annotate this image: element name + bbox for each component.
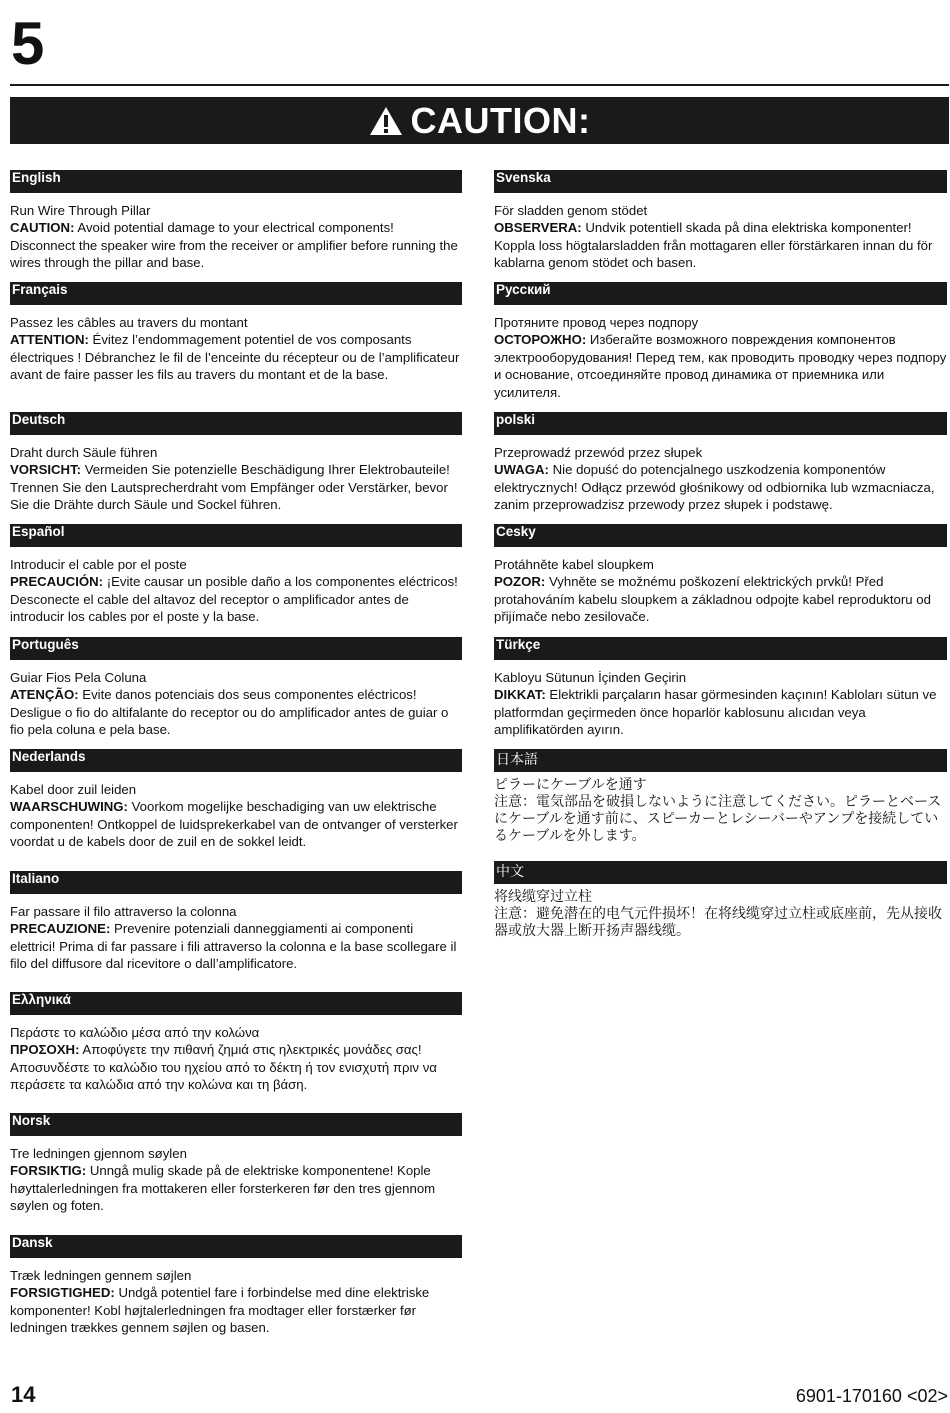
section-russian	[494, 282, 947, 401]
section-title: Kabloyu Sütunun İçinden Geçirin	[494, 670, 687, 685]
caution-text: Αποφύγετε την πιθανή ζημιά στις ηλεκτρικές μονάδες σας! Αποσυνδέστε το καλώδιο του ηχείου από το δέκτη ή τον ενισχυτή πριν να περάσετε τα καλώδια από την κολώνα και τη βάση.	[10, 1042, 437, 1093]
header-rule	[10, 84, 949, 86]
section-czech	[494, 524, 947, 626]
caution-label: ОСТОРОЖНО:	[494, 332, 587, 348]
section-chinese	[494, 861, 947, 939]
language-header: Español	[10, 524, 462, 547]
language-header: Svenska	[494, 170, 947, 193]
language-header: Português	[10, 637, 462, 660]
caution-label: PRECAUCIÓN:	[10, 574, 104, 590]
caution-text: 注意：電気部品を破損しないように注意してください。ピラーとベースにケーブルを通す前に、スピーカーとレシーバーやアンプを接続しているケーブルを外します。	[494, 793, 942, 843]
section-title: Protáhněte kabel sloupkem	[494, 557, 654, 572]
caution-label: FORSIKTIG:	[10, 1163, 87, 1179]
caution-label: POZOR:	[494, 574, 546, 590]
language-header: Deutsch	[10, 412, 462, 435]
caution-label: ATENÇÃO:	[10, 687, 79, 703]
caution-text: Evite danos potenciais dos seus componentes eléctricos! Desligue o fio do altifalante do receptor ou do amplificador antes de guiar o fio pela coluna e pela base.	[10, 687, 449, 738]
caution-label: ΠΡΟΣΟΧΗ:	[10, 1042, 80, 1058]
section-title: Протяните провод через подпору	[494, 315, 699, 330]
caution-text: 注意：避免潜在的电气元件损坏！在将线缆穿过立柱或底座前，先从接收器或放大器上断开扬声器线缆。	[494, 905, 942, 938]
language-header: Nederlands	[10, 749, 462, 772]
section-dutch	[10, 749, 462, 851]
caution-label: WAARSCHUWING:	[10, 799, 128, 815]
caution-label: VORSICHT:	[10, 462, 82, 478]
caution-text: Voorkom mogelijke beschadiging van uw elektrische componenten! Ontkoppel de luidsprekerkabel van de ontvanger of versterker voordat u de kabels door de zuil en de sokkel leidt.	[10, 799, 458, 850]
section-title: ピラーにケーブルを通す	[494, 776, 647, 792]
caution-text: Unngå mulig skade på de elektriske komponentene! Kople høyttalerledningen fra mottakeren eller forsterkeren før den tres gjennom søylen og foten.	[10, 1163, 436, 1214]
page-number: 14	[11, 1382, 36, 1407]
caution-text: Undgå potentiel fare i forbindelse med dine elektriske komponenter! Kobl højtalerledningen fra modtager eller forstærker før ledningen trækkes gennem søjlen og basen.	[10, 1285, 430, 1336]
caution-label: UWAGA:	[494, 462, 549, 478]
section-title: Far passare il filo attraverso la colonna	[10, 904, 237, 919]
step-number: 5	[11, 10, 44, 77]
caution-text: Избегайте возможного повреждения компонентов электрооборудования! Перед тем, как проводить проводку через подпору и основание, отсоединяйте провод динамика от приемника или усилителя.	[494, 332, 947, 400]
section-title: För sladden genom stödet	[494, 203, 648, 218]
language-header: Norsk	[10, 1113, 462, 1136]
warning-icon	[369, 106, 403, 136]
section-swedish	[494, 170, 947, 272]
section-title: Draht durch Säule führen	[10, 445, 158, 460]
section-danish	[10, 1235, 462, 1337]
section-english	[10, 170, 462, 272]
section-greek	[10, 992, 462, 1094]
section-title: Introducir el cable por el poste	[10, 557, 187, 572]
caution-label: OBSERVERA:	[494, 220, 582, 236]
language-header: Türkçe	[494, 637, 947, 660]
section-german	[10, 412, 462, 514]
caution-label: CAUTION:	[10, 220, 75, 236]
language-header: Cesky	[494, 524, 947, 547]
section-title: Περάστε το καλώδιο μέσα από την κολώνα	[10, 1025, 260, 1040]
section-polish	[494, 412, 947, 514]
section-title: Run Wire Through Pillar	[10, 203, 151, 218]
caution-text: Vermeiden Sie potenzielle Beschädigung Ihrer Elektrobauteile! Trennen Sie den Lautsprecherdraht vom Empfänger oder Verstärker, bevor Sie die Drähte durch Säule und Sockel führen.	[10, 462, 450, 513]
caution-text: Évitez l’endommagement potentiel de vos composants électriques ! Débranchez le fil de l’enceinte du récepteur ou de l’amplificateur avant de faire passer les fils au travers du montant et de la base.	[10, 332, 460, 383]
section-title: Passez les câbles au travers du montant	[10, 315, 248, 330]
section-spanish	[10, 524, 462, 626]
caution-banner	[10, 97, 949, 144]
caution-text: Avoid potential damage to your electrical components! Disconnect the speaker wire from the receiver or amplifier before running the wires through the pillar and base.	[10, 220, 458, 271]
language-header: Italiano	[10, 871, 462, 894]
caution-text: Nie dopuść do potencjalnego uszkodzenia komponentów elektrycznych! Odłącz przewód głośnikowy od odbiornika lub wzmacniacza, zanim przeprowadzisz przewody przez słupek i podstawę.	[494, 462, 935, 513]
section-japanese	[494, 749, 947, 844]
section-title: Kabel door zuil leiden	[10, 782, 137, 797]
caution-text: Undvik potentiell skada på dina elektriska komponenter! Koppla loss högtalarsladden från mottagaren eller förstärkaren innan du för kablarna genom stödet och basen.	[494, 220, 933, 271]
section-title: Tre ledningen gjennom søylen	[10, 1146, 187, 1161]
caution-text: Vyhněte se možnému poškození elektrických prvků! Před protahováním kabelu sloupkem a základnou odpojte kabel reproduktoru od přijímače nebo zesilovače.	[494, 574, 931, 625]
section-turkish	[494, 637, 947, 739]
section-norwegian	[10, 1113, 462, 1215]
section-title: Guiar Fios Pela Coluna	[10, 670, 147, 685]
caution-title: CAUTION:	[410, 99, 591, 141]
caution-text: Prevenire potenziali danneggiamenti ai componenti elettrici! Prima di far passare i fili attraverso la colonna e la base scollegare il filo del diffusore dal ricevitore o dall’amplificatore.	[10, 921, 457, 972]
section-title: 将线缆穿过立柱	[494, 888, 592, 904]
caution-text: Elektrikli parçaların hasar görmesinden kaçının! Kabloları sütun ve platformdan geçirmeden önce hoparlör kablosunu alıcıdan veya amplifikatörden ayırın.	[494, 687, 937, 738]
caution-label: FORSIGTIGHED:	[10, 1285, 115, 1301]
caution-label: DIKKAT:	[494, 687, 546, 703]
caution-label: ATTENTION:	[10, 332, 89, 348]
language-header: Русский	[494, 282, 947, 305]
language-header: Français	[10, 282, 462, 305]
language-header: polski	[494, 412, 947, 435]
section-portuguese	[10, 637, 462, 739]
caution-label: PRECAUZIONE:	[10, 921, 111, 937]
language-header: 日本語	[494, 749, 947, 772]
section-title: Przeprowadź przewód przez słupek	[494, 445, 703, 460]
section-french	[10, 282, 462, 384]
document-code: 6901-170160 <02>	[795, 1386, 948, 1406]
language-header: Ελληνικά	[10, 992, 462, 1015]
language-header: 中文	[494, 861, 947, 884]
language-header: Dansk	[10, 1235, 462, 1258]
section-title: Træk ledningen gennem søjlen	[10, 1268, 192, 1283]
language-header: English	[10, 170, 462, 193]
caution-text: ¡Evite causar un posible daño a los componentes eléctricos! Desconecte el cable del altavoz del receptor o amplificador antes de introducir los cables por el poste y la base.	[10, 574, 458, 625]
section-italian	[10, 871, 462, 973]
